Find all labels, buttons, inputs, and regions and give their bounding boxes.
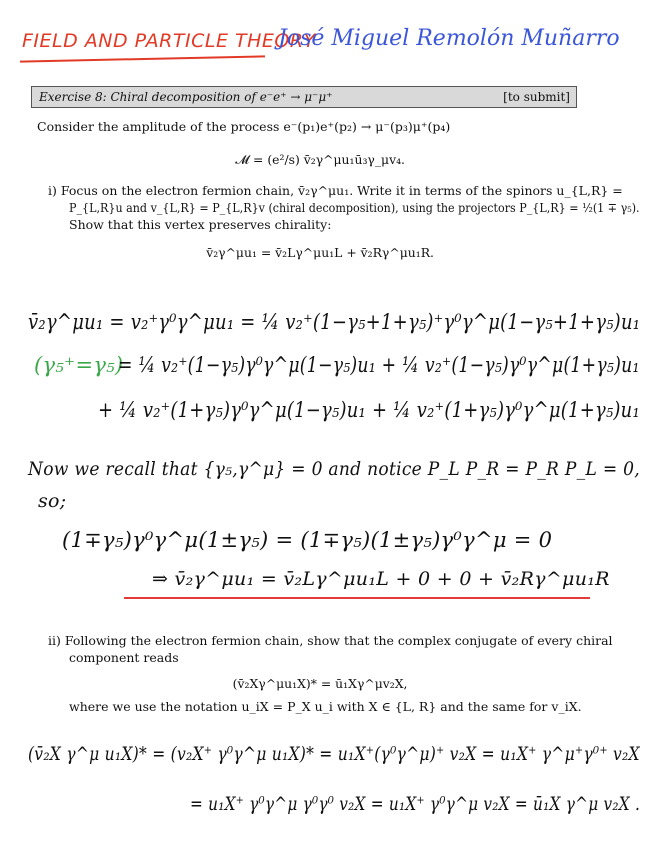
part-i-line-3: Show that this vertex preserves chirality: bbox=[69, 217, 332, 232]
title-underline bbox=[20, 55, 265, 62]
part-i-equation: v̄₂γ^μu₁ = v̄₂Lγ^μu₁L + v̄₂Rγ^μu₁R. bbox=[206, 245, 434, 260]
handwritten-author: José Miguel Remolón Muñarro bbox=[278, 26, 620, 51]
handwritten-title: FIELD AND PARTICLE THEORY bbox=[22, 30, 316, 52]
hw-i-line-6: (1∓γ₅)γ⁰γ^μ(1±γ₅) = (1∓γ₅)(1±γ₅)γ⁰γ^μ = 0 bbox=[62, 528, 553, 552]
part-ii-line-1: ii) Following the electron fermion chain, show that the complex conjugate of every chiral bbox=[48, 633, 613, 648]
intro-text: Consider the amplitude of the process e⁻(p₁)e⁺(p₂) → μ⁻(p₃)μ⁺(p₄) bbox=[37, 119, 451, 134]
exercise-header bbox=[31, 86, 577, 108]
hw-i-line-4: Now we recall that {γ₅,γ^μ} = 0 and notice P_L P_R = P_R P_L = 0, bbox=[28, 458, 640, 480]
part-i-line-2: P_{L,R}u and v_{L,R} = P_{L,R}v (chiral decomposition), using the projectors P_{L,R} = ½(1 ∓ γ₅). bbox=[69, 200, 640, 215]
part-ii-equation: (v̄₂Xγ^μu₁X)* = ū₁Xγ^μv₂X, bbox=[232, 676, 408, 691]
amplitude-equation: 𝓜 = (e²/s) v̄₂γ^μu₁ū₃γ_μv₄. bbox=[235, 152, 405, 167]
exercise-title: Exercise 8: Chiral decomposition of e⁻e⁺ → μ⁻μ⁺ bbox=[39, 90, 333, 104]
part-ii-line-3: where we use the notation u_iX = P_X u_i with X ∈ {L, R} and the same for v_iX. bbox=[69, 699, 582, 714]
result-underline bbox=[124, 597, 590, 599]
hw-ii-line-2: = u₁X⁺ γ⁰γ^μ γ⁰γ⁰ v₂X = u₁X⁺ γ⁰γ^μ v₂X = ū₁X γ^μ v₂X . bbox=[190, 793, 641, 815]
hw-i-line-3: + ¼ v₂⁺(1+γ₅)γ⁰γ^μ(1−γ₅)u₁ + ¼ v₂⁺(1+γ₅)γ⁰γ^μ(1+γ₅)u₁ bbox=[98, 398, 640, 422]
part-ii-line-2: component reads bbox=[69, 650, 179, 665]
hw-i-line-2: = ¼ v₂⁺(1−γ₅)γ⁰γ^μ(1−γ₅)u₁ + ¼ v₂⁺(1−γ₅)γ⁰γ^μ(1+γ₅)u₁ bbox=[118, 353, 640, 377]
exercise-tag: [to submit] bbox=[503, 90, 570, 104]
hw-i-note: (γ₅⁺=γ₅) bbox=[34, 353, 124, 377]
hw-ii-line-1: (v̄₂X γ^μ u₁X)* = (v₂X⁺ γ⁰γ^μ u₁X)* = u₁X⁺(γ⁰γ^μ)⁺ v₂X = u₁X⁺ γ^μ⁺γ⁰⁺ v₂X bbox=[28, 743, 640, 765]
hw-i-result: ⇒ v̄₂γ^μu₁ = v̄₂Lγ^μu₁L + 0 + 0 + v̄₂Rγ^μu₁R bbox=[152, 568, 610, 590]
hw-i-line-1: v̄₂γ^μu₁ = v₂⁺γ⁰γ^μu₁ = ¼ v₂⁺(1−γ₅+1+γ₅)⁺γ⁰γ^μ(1−γ₅+1+γ₅)u₁ bbox=[28, 310, 641, 334]
hw-i-line-5: so; bbox=[38, 490, 67, 512]
part-i-line-1: i) Focus on the electron fermion chain, v̄₂γ^μu₁. Write it in terms of the spinors u_{L,R} = bbox=[48, 183, 623, 198]
